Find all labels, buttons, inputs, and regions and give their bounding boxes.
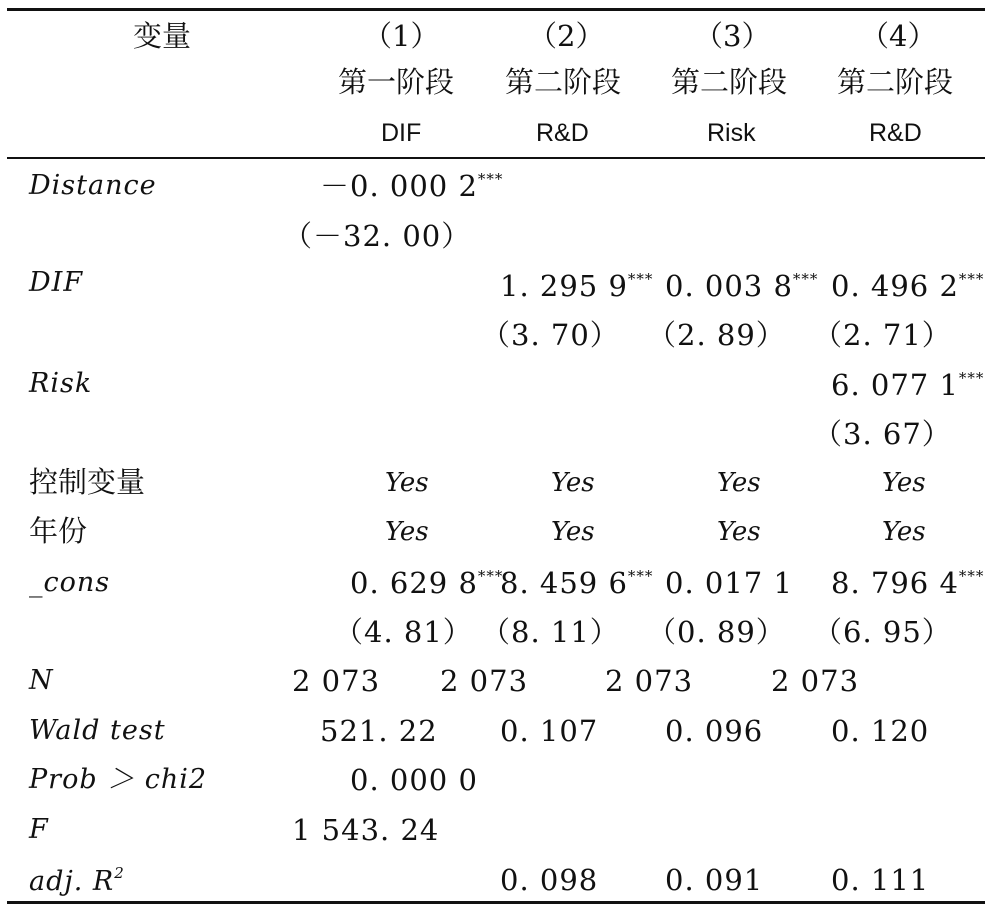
n-value-3: 2 073 bbox=[605, 664, 694, 698]
column-number-3: （3） bbox=[694, 19, 771, 53]
controls-value-2: Yes bbox=[551, 468, 595, 498]
significance-stars: *** bbox=[792, 270, 819, 288]
row-label-wald-test: Wald test bbox=[29, 715, 166, 746]
f-value-1: 1 543. 24 bbox=[292, 813, 440, 847]
controls-value-3: Yes bbox=[717, 468, 761, 498]
top-rule bbox=[7, 8, 985, 11]
column-stage-2: 第二阶段 bbox=[505, 65, 622, 99]
wald-value-2: 0. 107 bbox=[500, 714, 599, 748]
adjr2-value-3: 0. 091 bbox=[665, 863, 764, 897]
column-dep-3: Risk bbox=[707, 119, 756, 147]
variable-column-header: 变量 bbox=[133, 19, 192, 53]
row-label-prob-chi2: Prob ＞ chi2 bbox=[29, 764, 208, 795]
row-label-adj-r2: adj. $R^2$ bbox=[29, 864, 125, 897]
wald-value-1: 521. 22 bbox=[320, 714, 438, 748]
column-number-2: （2） bbox=[528, 19, 605, 53]
cons-tstat-3: （0. 89） bbox=[647, 615, 786, 649]
column-stage-1: 第一阶段 bbox=[338, 65, 455, 99]
n-value-2: 2 073 bbox=[440, 664, 529, 698]
controls-value-4: Yes bbox=[882, 468, 926, 498]
significance-stars: *** bbox=[958, 369, 985, 387]
cons-coef-3: 0. 017 1 bbox=[665, 566, 793, 600]
column-stage-4: 第二阶段 bbox=[837, 65, 954, 99]
cons-tstat-1: （4. 81） bbox=[334, 615, 473, 649]
wald-value-3: 0. 096 bbox=[665, 714, 764, 748]
dif-coef-2: 1. 295 9*** bbox=[500, 269, 654, 303]
adjr2-value-4: 0. 111 bbox=[831, 863, 930, 897]
n-value-1: 2 073 bbox=[292, 664, 381, 698]
cons-tstat-4: （6. 95） bbox=[813, 615, 952, 649]
significance-stars: *** bbox=[477, 170, 504, 188]
dif-coef-4: 0. 496 2*** bbox=[831, 269, 985, 303]
cons-coef-2: 8. 459 6*** bbox=[500, 566, 654, 600]
risk-tstat-4: （3. 67） bbox=[813, 417, 952, 451]
year-value-3: Yes bbox=[717, 517, 761, 547]
superscript-2: 2 bbox=[114, 864, 125, 882]
row-label-n: N bbox=[29, 665, 54, 696]
wald-value-4: 0. 120 bbox=[831, 714, 930, 748]
dif-tstat-4: （2. 71） bbox=[813, 318, 952, 352]
row-label-year: 年份 bbox=[29, 514, 88, 548]
bottom-rule bbox=[7, 901, 985, 904]
column-number-4: （4） bbox=[860, 19, 937, 53]
prob-value-1: 0. 000 0 bbox=[350, 763, 478, 797]
column-number-1: （1） bbox=[363, 19, 440, 53]
column-stage-3: 第二阶段 bbox=[671, 65, 788, 99]
dif-tstat-2: （3. 70） bbox=[481, 318, 620, 352]
cons-tstat-2: （8. 11） bbox=[481, 615, 620, 649]
significance-stars: *** bbox=[627, 270, 654, 288]
dif-tstat-3: （2. 89） bbox=[647, 318, 786, 352]
header-rule bbox=[7, 157, 985, 159]
row-label-distance: Distance bbox=[29, 170, 157, 201]
year-value-4: Yes bbox=[882, 517, 926, 547]
cons-coef-4: 8. 796 4*** bbox=[831, 566, 985, 600]
distance-coef-1: －0. 000 2*** bbox=[320, 169, 504, 203]
row-label-risk: Risk bbox=[29, 368, 93, 399]
column-dep-1: DIF bbox=[381, 119, 422, 147]
significance-stars: *** bbox=[627, 567, 654, 585]
column-dep-4: R&D bbox=[869, 119, 922, 147]
significance-stars: *** bbox=[477, 567, 504, 585]
distance-tstat-1: （－32. 00） bbox=[283, 219, 472, 253]
significance-stars: *** bbox=[958, 567, 985, 585]
year-value-1: Yes bbox=[385, 517, 429, 547]
risk-coef-4: 6. 077 1*** bbox=[831, 368, 985, 402]
n-value-4: 2 073 bbox=[771, 664, 860, 698]
cons-coef-1: 0. 629 8*** bbox=[350, 566, 504, 600]
row-label-cons: _cons bbox=[29, 567, 111, 598]
significance-stars: *** bbox=[958, 270, 985, 288]
dif-coef-3: 0. 003 8*** bbox=[665, 269, 819, 303]
row-label-controls: 控制变量 bbox=[29, 465, 146, 499]
row-label-f: F bbox=[29, 814, 49, 845]
adjr2-value-2: 0. 098 bbox=[500, 863, 599, 897]
column-dep-2: R&D bbox=[536, 119, 589, 147]
controls-value-1: Yes bbox=[385, 468, 429, 498]
row-label-dif: DIF bbox=[29, 267, 84, 298]
year-value-2: Yes bbox=[551, 517, 595, 547]
